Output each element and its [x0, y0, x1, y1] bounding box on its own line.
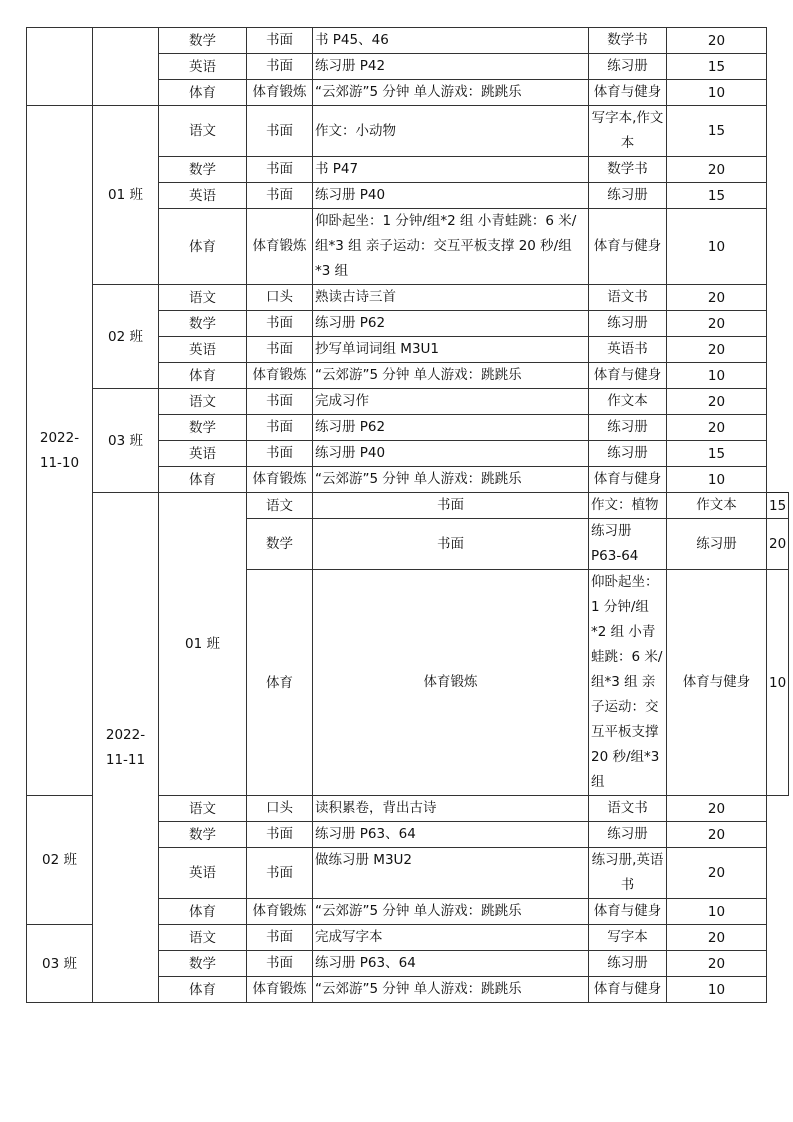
type-cell: 体育锻炼 [247, 209, 313, 285]
subject-cell: 体育 [159, 977, 247, 1003]
content-cell: 读积累卷，背出古诗 [313, 796, 589, 822]
minutes-cell: 20 [667, 337, 767, 363]
minutes-cell: 15 [667, 106, 767, 157]
subject-cell: 数学 [159, 415, 247, 441]
type-cell: 体育锻炼 [313, 570, 589, 796]
material-cell: 作文本 [667, 493, 767, 519]
type-cell: 体育锻炼 [247, 363, 313, 389]
minutes-cell: 15 [667, 441, 767, 467]
type-cell: 体育锻炼 [247, 899, 313, 925]
content-cell: “云郊游”5 分钟 单人游戏：跳跳乐 [313, 363, 589, 389]
minutes-cell: 10 [667, 899, 767, 925]
type-cell: 书面 [247, 28, 313, 54]
minutes-cell: 20 [667, 389, 767, 415]
content-cell: 练习册 P62 [313, 415, 589, 441]
material-cell: 语文书 [589, 285, 667, 311]
date-cell: 2022-11-11 [93, 493, 159, 1003]
content-cell: 完成写字本 [313, 925, 589, 951]
subject-cell: 语文 [159, 106, 247, 157]
content-cell: 练习册 P62 [313, 311, 589, 337]
subject-cell: 体育 [159, 899, 247, 925]
minutes-cell: 20 [667, 951, 767, 977]
minutes-cell: 20 [667, 157, 767, 183]
subject-cell: 英语 [159, 54, 247, 80]
subject-cell: 语文 [159, 796, 247, 822]
content-cell: 练习册 P42 [313, 54, 589, 80]
material-cell: 语文书 [589, 796, 667, 822]
content-cell: 练习册 P40 [313, 441, 589, 467]
subject-cell: 数学 [159, 28, 247, 54]
table-row [27, 493, 789, 519]
content-cell: 书 P47 [313, 157, 589, 183]
material-cell: 英语书 [589, 337, 667, 363]
material-cell: 练习册 [589, 441, 667, 467]
type-cell: 书面 [247, 822, 313, 848]
material-cell: 写字本 [589, 925, 667, 951]
subject-cell: 英语 [159, 441, 247, 467]
minutes-cell: 20 [667, 415, 767, 441]
type-cell: 书面 [313, 519, 589, 570]
homework-table [26, 27, 789, 1003]
class-cell [93, 28, 159, 106]
content-cell: “云郊游”5 分钟 单人游戏：跳跳乐 [313, 467, 589, 493]
subject-cell: 语文 [159, 285, 247, 311]
class-cell: 03 班 [27, 925, 93, 1003]
type-cell: 书面 [247, 157, 313, 183]
material-cell: 练习册,英语书 [589, 848, 667, 899]
minutes-cell: 10 [667, 363, 767, 389]
type-cell: 书面 [247, 951, 313, 977]
date-cell [27, 28, 93, 106]
material-cell: 写字本,作文本 [589, 106, 667, 157]
subject-cell: 语文 [247, 493, 313, 519]
material-cell: 练习册 [589, 822, 667, 848]
subject-cell: 英语 [159, 337, 247, 363]
content-cell: 仰卧起坐：1 分钟/组*2 组 小青蛙跳：6 米/组*3 组 亲子运动：交互平板支撑 20 秒/组*3 组 [589, 570, 667, 796]
type-cell: 书面 [247, 183, 313, 209]
type-cell: 体育锻炼 [247, 467, 313, 493]
material-cell: 数学书 [589, 157, 667, 183]
content-cell: 书 P45、46 [313, 28, 589, 54]
subject-cell: 数学 [247, 519, 313, 570]
content-cell: “云郊游”5 分钟 单人游戏：跳跳乐 [313, 977, 589, 1003]
type-cell: 书面 [247, 106, 313, 157]
minutes-cell: 20 [667, 822, 767, 848]
subject-cell: 数学 [159, 157, 247, 183]
material-cell: 练习册 [589, 183, 667, 209]
content-cell: 练习册 P63、64 [313, 822, 589, 848]
content-cell: 作文：植物 [589, 493, 667, 519]
minutes-cell: 15 [767, 493, 789, 519]
class-cell: 01 班 [159, 493, 247, 796]
class-cell: 01 班 [93, 106, 159, 285]
material-cell: 练习册 [589, 951, 667, 977]
type-cell: 书面 [247, 925, 313, 951]
content-cell: 作文：小动物 [313, 106, 589, 157]
minutes-cell: 10 [667, 80, 767, 106]
type-cell: 体育锻炼 [247, 80, 313, 106]
material-cell: 体育与健身 [589, 467, 667, 493]
table-row [27, 28, 789, 54]
material-cell: 体育与健身 [589, 899, 667, 925]
type-cell: 书面 [247, 389, 313, 415]
subject-cell: 体育 [247, 570, 313, 796]
material-cell: 练习册 [589, 311, 667, 337]
type-cell: 书面 [247, 441, 313, 467]
content-cell: 抄写单词词组 M3U1 [313, 337, 589, 363]
material-cell: 体育与健身 [589, 80, 667, 106]
type-cell: 书面 [313, 493, 589, 519]
content-cell: 做练习册 M3U2 [313, 848, 589, 899]
material-cell: 体育与健身 [589, 209, 667, 285]
minutes-cell: 20 [767, 519, 789, 570]
table-row [27, 106, 789, 157]
date-cell: 2022-11-10 [27, 106, 93, 796]
subject-cell: 数学 [159, 951, 247, 977]
minutes-cell: 20 [667, 28, 767, 54]
type-cell: 体育锻炼 [247, 977, 313, 1003]
homework-table-body [27, 28, 789, 1003]
material-cell: 体育与健身 [667, 570, 767, 796]
subject-cell: 体育 [159, 467, 247, 493]
minutes-cell: 20 [667, 796, 767, 822]
subject-cell: 体育 [159, 80, 247, 106]
type-cell: 书面 [247, 848, 313, 899]
subject-cell: 体育 [159, 209, 247, 285]
minutes-cell: 10 [767, 570, 789, 796]
minutes-cell: 10 [667, 467, 767, 493]
minutes-cell: 20 [667, 925, 767, 951]
subject-cell: 英语 [159, 848, 247, 899]
subject-cell: 语文 [159, 925, 247, 951]
minutes-cell: 20 [667, 848, 767, 899]
table-row [27, 389, 789, 415]
material-cell: 作文本 [589, 389, 667, 415]
class-cell: 02 班 [93, 285, 159, 389]
type-cell: 书面 [247, 311, 313, 337]
type-cell: 书面 [247, 337, 313, 363]
type-cell: 口头 [247, 796, 313, 822]
minutes-cell: 15 [667, 54, 767, 80]
table-row [27, 285, 789, 311]
content-cell: “云郊游”5 分钟 单人游戏：跳跳乐 [313, 899, 589, 925]
content-cell: 练习册 P63-64 [589, 519, 667, 570]
type-cell: 书面 [247, 54, 313, 80]
material-cell: 体育与健身 [589, 977, 667, 1003]
content-cell: 练习册 P40 [313, 183, 589, 209]
class-cell: 02 班 [27, 796, 93, 925]
type-cell: 口头 [247, 285, 313, 311]
content-cell: 熟读古诗三首 [313, 285, 589, 311]
content-cell: 练习册 P63、64 [313, 951, 589, 977]
content-cell: “云郊游”5 分钟 单人游戏：跳跳乐 [313, 80, 589, 106]
minutes-cell: 10 [667, 977, 767, 1003]
material-cell: 体育与健身 [589, 363, 667, 389]
material-cell: 数学书 [589, 28, 667, 54]
class-cell: 03 班 [93, 389, 159, 493]
subject-cell: 英语 [159, 183, 247, 209]
subject-cell: 数学 [159, 311, 247, 337]
content-cell: 完成习作 [313, 389, 589, 415]
material-cell: 练习册 [589, 54, 667, 80]
content-cell: 仰卧起坐：1 分钟/组*2 组 小青蛙跳：6 米/组*3 组 亲子运动：交互平板支撑 20 秒/组*3 组 [313, 209, 589, 285]
minutes-cell: 10 [667, 209, 767, 285]
minutes-cell: 15 [667, 183, 767, 209]
material-cell: 练习册 [589, 415, 667, 441]
subject-cell: 语文 [159, 389, 247, 415]
material-cell: 练习册 [667, 519, 767, 570]
minutes-cell: 20 [667, 285, 767, 311]
minutes-cell: 20 [667, 311, 767, 337]
subject-cell: 体育 [159, 363, 247, 389]
subject-cell: 数学 [159, 822, 247, 848]
type-cell: 书面 [247, 415, 313, 441]
